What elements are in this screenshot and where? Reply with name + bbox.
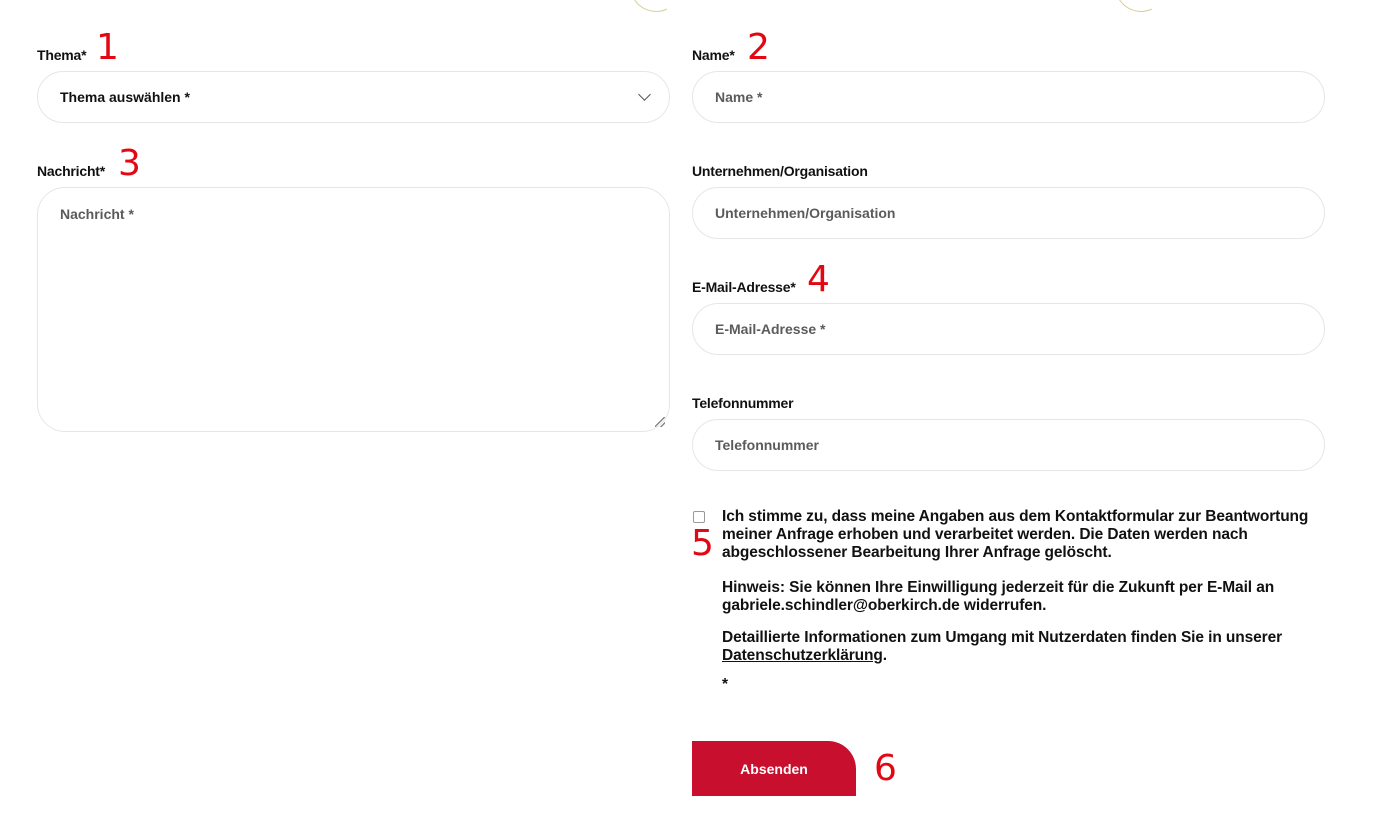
topic-select[interactable]	[37, 71, 670, 123]
name-input-placeholder: Name *	[715, 89, 763, 105]
consent-details-prefix: Detaillierte Informationen zum Umgang mit Nutzerdaten finden Sie in unserer	[722, 629, 1283, 646]
phone-label: Telefonnummer	[692, 395, 794, 411]
privacy-policy-link[interactable]: Datenschutzerklärung	[722, 647, 883, 664]
consent-text: Ich stimme zu, dass meine Angaben aus dem Kontaktformular zur Beantwortung meiner Anfrage erhoben und verarbeitet werden. Die Daten werden nach abgeschlossener Bearbeitung Ihrer Anfrage gelöscht.	[722, 508, 1309, 561]
annotation-marker-2: 2	[747, 27, 770, 68]
annotation-marker-4: 4	[807, 259, 830, 300]
annotation-marker-5: 5	[691, 523, 714, 564]
annotation-marker-3: 3	[118, 143, 141, 184]
email-input-placeholder: E-Mail-Adresse *	[715, 321, 826, 337]
decorative-arc	[623, 0, 690, 19]
consent-required-mark: *	[722, 676, 728, 693]
message-label: Nachricht*	[37, 163, 106, 179]
resize-handle-icon[interactable]	[655, 417, 665, 427]
submit-button[interactable]	[692, 741, 856, 796]
email-label: E-Mail-Adresse*	[692, 279, 796, 295]
consent-checkbox[interactable]	[693, 511, 705, 523]
message-textarea[interactable]	[37, 187, 670, 432]
message-textarea-placeholder: Nachricht *	[60, 206, 134, 222]
email-input[interactable]	[692, 303, 1325, 355]
consent-details	[722, 629, 1322, 665]
chevron-down-icon	[638, 88, 651, 101]
consent-hint: Hinweis: Sie können Ihre Einwilligung jederzeit für die Zukunft per E-Mail an gabriele.schindler@oberkirch.de widerrufen.	[722, 579, 1275, 614]
topic-select-value: Thema auswählen *	[60, 89, 190, 105]
company-input-placeholder: Unternehmen/Organisation	[715, 205, 896, 221]
decorative-arc	[1108, 0, 1175, 19]
company-label: Unternehmen/Organisation	[692, 163, 868, 179]
topic-label: Thema*	[37, 47, 87, 63]
consent-details-suffix: .	[882, 647, 888, 664]
phone-input[interactable]	[692, 419, 1325, 471]
company-input[interactable]	[692, 187, 1325, 239]
annotation-marker-1: 1	[96, 27, 119, 68]
annotation-marker-6: 6	[874, 748, 897, 789]
name-input[interactable]	[692, 71, 1325, 123]
name-label: Name*	[692, 47, 735, 63]
submit-button-label: Absenden	[740, 760, 808, 777]
phone-input-placeholder: Telefonnummer	[715, 437, 819, 453]
